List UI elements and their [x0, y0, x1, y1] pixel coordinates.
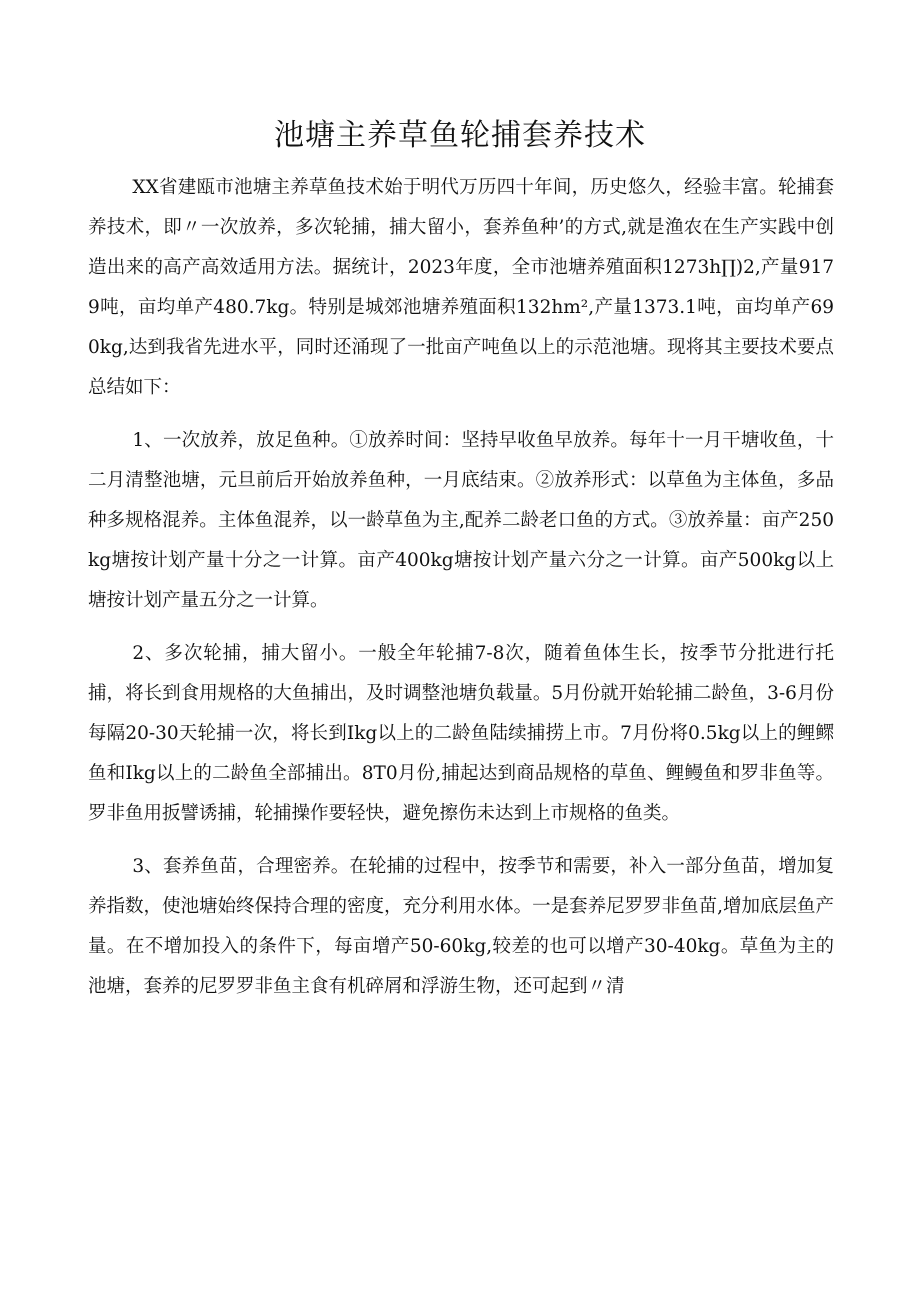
document-title: 池塘主养草鱼轮捕套养技术 — [274, 118, 646, 153]
paragraph-section-2: 2、多次轮捕，捕大留小。一般全年轮捕7-8次，随着鱼体生长，按季节分批进行托捕，将长到食用规格的大鱼捕出，及时调整池塘负载量。5月份就开始轮捕二龄鱼，3-6月份每隔20-30天轮捕一次，将长到Ikg以上的二龄鱼陆续捕捞上市。7月份将0.5kg以上的鲤鳏鱼和Ikg以上的二龄鱼全部捕出。8T0月份,捕起达到商品规格的草鱼、鲤鳗鱼和罗非鱼等。罗非鱼用扳譬诱捕，轮捕操作要轻快，避免擦伤未达到上市规格的鱼类。 — [88, 643, 834, 824]
document-body — [88, 168, 834, 1007]
paragraph-section-1: 1、一次放养，放足鱼种。①放养时间：坚持早收鱼早放养。每年十一月干塘收鱼，十二月清整池塘，元旦前后开始放养鱼种，一月底结束。②放养形式：以草鱼为主体鱼，多品种多规格混养。主体鱼混养，以一龄草鱼为主,配养二龄老口鱼的方式。③放养量：亩产250kg塘按计划产量十分之一计算。亩产400kg塘按计划产量六分之一计算。亩产500kg以上塘按计划产量五分之一计算。 — [88, 430, 834, 611]
paragraph-intro: XX省建瓯市池塘主养草鱼技术始于明代万历四十年间，历史悠久，经验丰富。轮捕套养技术，即〃一次放养，多次轮捕，捕大留小，套养鱼种’的方式,就是渔农在生产实践中创造出来的高产高效适用方法。据统计，2023年度，全市池塘养殖面积1273h∏)2,产量9179吨，亩均单产480.7kg。特别是城郊池塘养殖面积132hm²,产量1373.1吨，亩均单产690kg,达到我省先进水平，同时还涌现了一批亩产吨鱼以上的示范池塘。现将其主要技术要点总结如下： — [88, 177, 834, 398]
paragraph-section-3: 3、套养鱼苗，合理密养。在轮捕的过程中，按季节和需要，补入一部分鱼苗，增加复养指数，使池塘始终保持合理的密度，充分利用水体。一是套养尼罗罗非鱼苗,增加底层鱼产量。在不增加投入的条件下，每亩增产50-60kg,较差的也可以增产30-40kg。草鱼为主的池塘，套养的尼罗罗非鱼主食有机碎屑和浮游生物，还可起到〃清 — [88, 856, 834, 997]
